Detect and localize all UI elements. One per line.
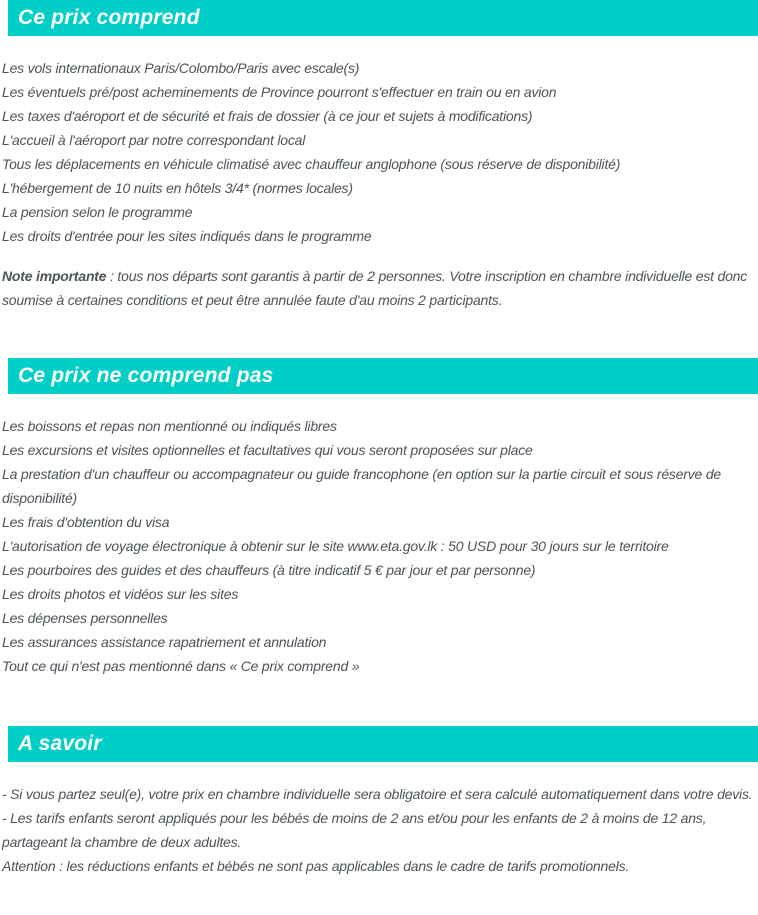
section-title-good-to-know: A savoir (18, 732, 102, 755)
list-item: Les droits photos et vidéos sur les sites (2, 586, 239, 602)
list-item: La pension selon le programme (2, 204, 193, 220)
section-price-includes (0, 0, 758, 312)
list-item: Tout ce qui n'est pas mentionné dans « Ce prix comprend » (2, 658, 360, 674)
price-excludes-list (0, 414, 758, 678)
list-item: Les dépenses personnelles (2, 610, 168, 626)
section-good-to-know (0, 726, 758, 878)
list-item: Les assurances assistance rapatriement et annulation (2, 634, 327, 650)
list-item: Les boissons et repas non mentionné ou indiqués libres (2, 418, 337, 434)
list-item: - Les tarifs enfants seront appliqués pour les bébés de moins de 2 ans et/ou pour les enfants de 2 à moins de 12 ans, partageant la chambre de deux adultes. (2, 810, 707, 850)
list-item: Les taxes d'aéroport et de sécurité et frais de dossier (à ce jour et sujets à modifications) (2, 108, 533, 124)
important-note-text: : tous nos départs sont garantis à partir de 2 personnes. Votre inscription en chambre individuelle est donc soumise à certaines conditions et peut être annulée faute d'au moins 2 participants. (2, 268, 748, 308)
list-item: Les pourboires des guides et des chauffeurs (à titre indicatif 5 € par jour et par personne) (2, 562, 536, 578)
good-to-know-list (0, 782, 758, 878)
list-item: Attention : les réductions enfants et bébés ne sont pas applicables dans le cadre de tarifs promotionnels. (2, 858, 630, 874)
list-item: - Si vous partez seul(e), votre prix en chambre individuelle sera obligatoire et sera calculé automatiquement dans votre devis. (2, 786, 753, 802)
important-note (2, 264, 754, 312)
section-header-bar (8, 0, 758, 36)
list-item: Les droits d'entrée pour les sites indiqués dans le programme (2, 228, 372, 244)
list-item: Les éventuels pré/post acheminements de Province pourront s'effectuer en train ou en avion (2, 84, 557, 100)
list-item: Les vols internationaux Paris/Colombo/Paris avec escale(s) (2, 60, 360, 76)
list-item: L'hébergement de 10 nuits en hôtels 3/4* (normes locales) (2, 180, 353, 196)
price-includes-list (0, 56, 758, 312)
important-note-label: Note importante (2, 268, 107, 284)
list-item: L'autorisation de voyage électronique à obtenir sur le site www.eta.gov.lk : 50 USD pour 30 jours sur le territoire (2, 538, 669, 554)
list-item: Les frais d'obtention du visa (2, 514, 170, 530)
section-header-bar (8, 358, 758, 394)
section-header-bar (8, 726, 758, 762)
list-item: La prestation d'un chauffeur ou accompagnateur ou guide francophone (en option sur la partie circuit et sous réserve de disponibilité) (2, 466, 722, 506)
list-item: Tous les déplacements en véhicule climatisé avec chauffeur anglophone (sous réserve de disponibilité) (2, 156, 621, 172)
section-price-excludes (0, 358, 758, 678)
section-title-price-excludes: Ce prix ne comprend pas (18, 364, 274, 387)
list-item: L'accueil à l'aéroport par notre correspondant local (2, 132, 306, 148)
list-item: Les excursions et visites optionnelles et facultatives qui vous seront proposées sur place (2, 442, 533, 458)
section-title-price-includes: Ce prix comprend (18, 6, 200, 29)
